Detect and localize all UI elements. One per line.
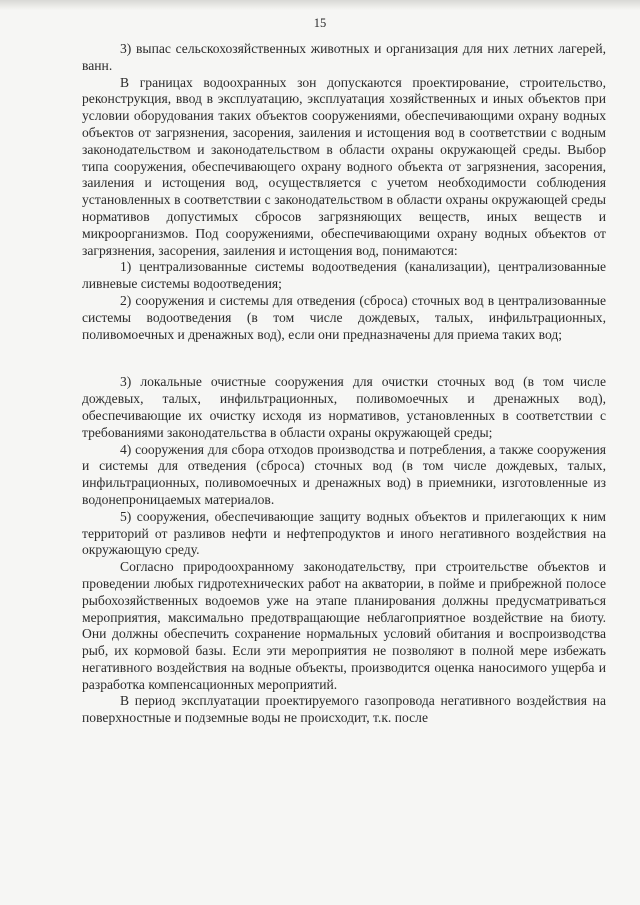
paragraph-5: 3) локальные очистные сооружения для очистки сточных вод (в том числе дождевых, талых, инфильтрационных, поливомоечных и дренажных вод), обеспечивающие их очистку исходя из нормативов, установленных в соответствии с требованиями законодательства в области охраны окружающей среды;: [82, 374, 606, 440]
paragraph-3: 1) централизованные системы водоотведения (канализации), централизованные ливневые системы водоотведения;: [82, 259, 606, 292]
paragraph-6: 4) сооружения для сбора отходов производства и потребления, а также сооружения и системы для отведения (сброса) сточных вод (в том числе дождевых, талых, инфильтрационных, поливомоечных и дренажных вод) в приемники, изготовленные из водонепроницаемых материалов.: [82, 441, 606, 507]
paragraph-2: В границах водоохранных зон допускаются проектирование, строительство, реконструкция, ввод в эксплуатацию, эксплуатация хозяйственных и иных объектов при условии оборудования таких объектов сооружениями, обеспечивающими охрану водных объектов от загрязнения, засорения, заиления и истощения вод в соответствии с водным законодательством и законодательством в области охраны окружающей среды. Выбор типа сооружения, обеспечивающего охрану водного объекта от загрязнения, засорения, заиления и истощения вод, осуществляется с учетом необходимости соблюдения установленных в соответствии с законодательством в области охраны окружающей среды нормативов допустимых сбросов загрязняющих веществ, иных веществ и микроорганизмов. Под сооружениями, обеспечивающими охрану водных объектов от загрязнения, засорения, заиления и истощения вод, понимаются:: [82, 74, 606, 258]
paragraph-7: 5) сооружения, обеспечивающие защиту водных объектов и прилегающих к ним территорий от разливов нефти и нефтепродуктов и иного негативного воздействия на окружающую среду.: [82, 508, 606, 558]
paragraph-1: 3) выпас сельскохозяйственных животных и организация для них летних лагерей, ванн.: [82, 41, 606, 73]
page-number: 15: [313, 16, 327, 30]
scan-edge: [0, 0, 640, 10]
paragraph-9: В период эксплуатации проектируемого газопровода негативного воздействия на поверхностные и подземные воды не происходит, т.к. после: [82, 693, 606, 726]
paragraph-4: 2) сооружения и системы для отведения (сброса) сточных вод в централизованные системы водоотведения (в том числе дождевых, талых, инфильтрационных, поливомоечных и дренажных вод), если они предназначены для приема таких вод;: [82, 292, 606, 342]
paragraph-8: Согласно природоохранному законодательству, при строительстве объектов и проведении любых гидротехнических работ на акватории, в пойме и прибрежной полосе рыбохозяйственных водоемов уже на этапе планирования должны предусматриваться мероприятия, максимально предотвращающие неблагоприятное воздействие на биоту. Они должны обеспечить сохранение нормальных условий обитания и воспроизводства рыб, их кормовой базы. Если эти мероприятия не позволяют в полной мере избежать негативного воздействия на водные объекты, производится оценка наносимого ущерба и разработка компенсационных мероприятий.: [82, 559, 606, 692]
document-body: [82, 41, 606, 727]
